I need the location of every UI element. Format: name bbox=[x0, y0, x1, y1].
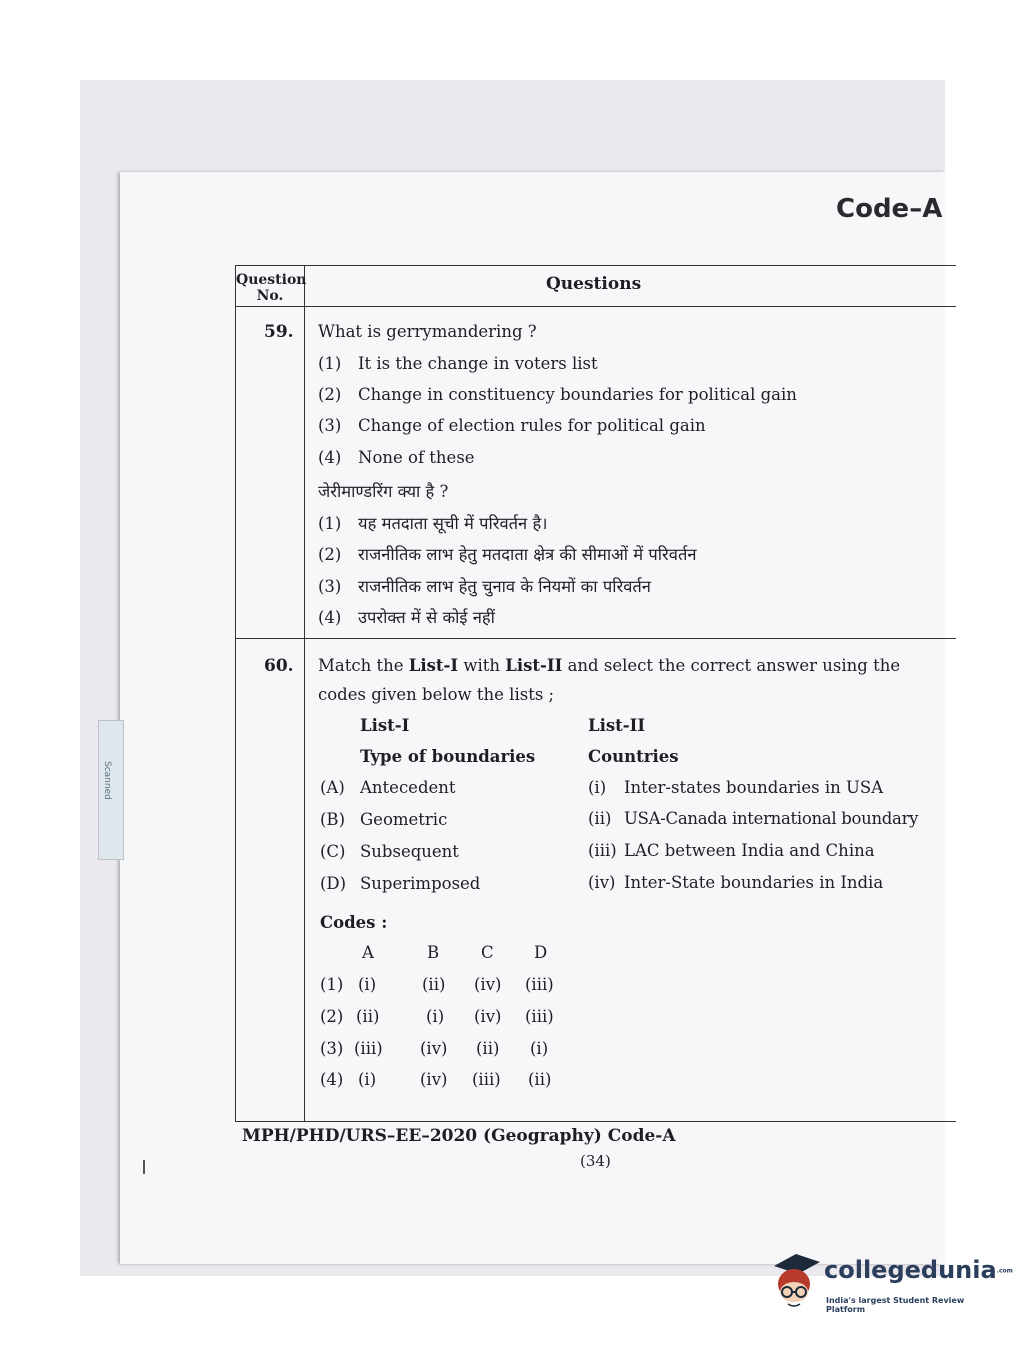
q60-stem-line2: codes given below the lists ; bbox=[318, 685, 555, 704]
side-tab-sticker bbox=[98, 720, 124, 860]
list2-item-iii: (iii) LAC between India and China bbox=[588, 841, 875, 860]
column-header-questions: Questions bbox=[546, 274, 642, 294]
q59-option-2: (2) Change in constituency boundaries for political gain bbox=[318, 385, 797, 404]
code-value: (iv) bbox=[420, 1070, 448, 1089]
list1-title: List-I bbox=[360, 716, 410, 735]
code-value: (iv) bbox=[474, 975, 502, 994]
page-number: (34) bbox=[580, 1152, 611, 1170]
list1-item-b: (B) Geometric bbox=[320, 810, 448, 829]
q59-hindi-stem: जेरीमाण्डरिंग क्या है ? bbox=[318, 482, 449, 501]
mascot-icon bbox=[768, 1252, 822, 1312]
code-option-4: (4) bbox=[320, 1070, 344, 1089]
code-value: (i) bbox=[358, 975, 377, 994]
page-footer-title: MPH/PHD/URS–EE–2020 (Geography) Code-A bbox=[242, 1126, 676, 1146]
code-value: (iii) bbox=[472, 1070, 501, 1089]
codes-header-a: A bbox=[362, 943, 374, 962]
codes-label: Codes : bbox=[320, 913, 388, 932]
codes-header-b: B bbox=[427, 943, 440, 962]
margin-mark bbox=[143, 1160, 145, 1174]
code-value: (ii) bbox=[356, 1007, 380, 1026]
list2-item-i: (i) Inter-states boundaries in USA bbox=[588, 778, 884, 797]
code-value: (i) bbox=[530, 1039, 549, 1058]
q59-option-1: (1) It is the change in voters list bbox=[318, 354, 598, 373]
list1-item-c: (C) Subsequent bbox=[320, 842, 459, 861]
list1-subtitle: Type of boundaries bbox=[360, 747, 536, 766]
code-value: (i) bbox=[358, 1070, 377, 1089]
list1-item-d: (D) Superimposed bbox=[320, 874, 481, 893]
code-value: (iv) bbox=[474, 1007, 502, 1026]
code-option-1: (1) bbox=[320, 975, 344, 994]
code-header: Code–A bbox=[836, 194, 943, 224]
code-value: (iii) bbox=[525, 1007, 554, 1026]
q59-option-4: (4) None of these bbox=[318, 448, 475, 467]
q59-hindi-option-2: (2) राजनीतिक लाभ हेतु मतदाता क्षेत्र की सीमाओं में परिवर्तन bbox=[318, 545, 697, 564]
collegedunia-logo bbox=[768, 1252, 1013, 1316]
list2-item-iv: (iv) Inter-State boundaries in India bbox=[588, 873, 884, 892]
logo-suffix: .com bbox=[996, 1267, 1013, 1275]
logo-tagline: India's largest Student Review Platform bbox=[826, 1296, 965, 1314]
codes-header-c: C bbox=[481, 943, 494, 962]
list1-item-a: (A) Antecedent bbox=[320, 778, 456, 797]
codes-header-d: D bbox=[534, 943, 548, 962]
list2-subtitle: Countries bbox=[588, 747, 679, 766]
code-value: (i) bbox=[426, 1007, 445, 1026]
q59-hindi-option-3: (3) राजनीतिक लाभ हेतु चुनाव के नियमों का परिवर्तन bbox=[318, 577, 651, 596]
code-value: (iii) bbox=[525, 975, 554, 994]
column-header-qno: Question No. bbox=[236, 272, 307, 304]
q59-option-3: (3) Change of election rules for political gain bbox=[318, 416, 706, 435]
logo-name: collegedunia bbox=[824, 1256, 997, 1284]
list2-title: List-II bbox=[588, 716, 646, 735]
sticker-text: Scanned bbox=[102, 761, 112, 800]
q59-stem: What is gerrymandering ? bbox=[318, 322, 537, 341]
q59-hindi-option-4: (4) उपरोक्त में से कोई नहीं bbox=[318, 608, 495, 627]
q59-hindi-option-1: (1) यह मतदाता सूची में परिवर्तन है। bbox=[318, 514, 548, 533]
code-value: (iii) bbox=[354, 1039, 383, 1058]
row-divider bbox=[236, 638, 956, 639]
list2-item-ii: (ii) USA-Canada international boundary bbox=[588, 809, 919, 828]
code-option-2: (2) bbox=[320, 1007, 344, 1026]
header-divider bbox=[236, 306, 956, 307]
code-option-3: (3) bbox=[320, 1039, 344, 1058]
code-value: (ii) bbox=[476, 1039, 500, 1058]
q60-stem: Match the List-I with List-II and select the correct answer using the bbox=[318, 656, 901, 675]
code-value: (ii) bbox=[422, 975, 446, 994]
code-value: (ii) bbox=[528, 1070, 552, 1089]
code-value: (iv) bbox=[420, 1039, 448, 1058]
column-divider bbox=[304, 266, 305, 1121]
question-number-60: 60. bbox=[264, 656, 294, 676]
question-number-59: 59. bbox=[264, 322, 294, 342]
